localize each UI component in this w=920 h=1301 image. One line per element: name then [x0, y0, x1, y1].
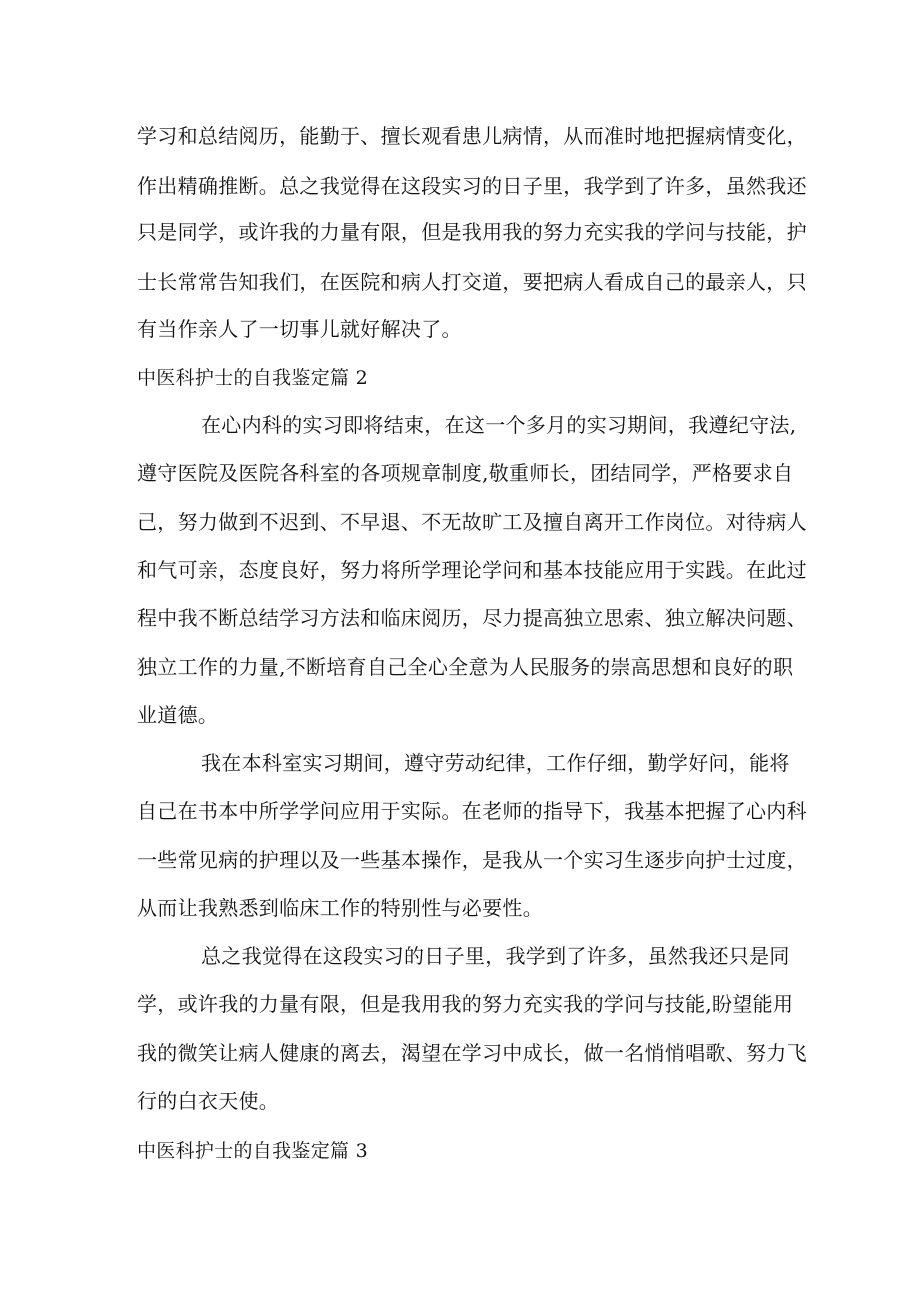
section-heading-2: 中医科护士的自我鉴定篇 2 — [137, 367, 369, 389]
paragraph-2-line: 程中我不断总结学习方法和临床阅历，尽力提高独立思索、独立解决问题、 — [137, 606, 807, 630]
paragraph-2-line: 在心内科的实习即将结束，在这一个多月的实习期间，我遵纪守法, — [201, 413, 797, 437]
paragraph-2-line: 独立工作的力量,不断培育自己全心全意为人民服务的崇高思想和良好的职 — [137, 655, 794, 679]
paragraph-3-line: 从而让我熟悉到临床工作的特别性与必要性。 — [137, 896, 543, 920]
paragraph-3-line: 一些常见病的护理以及一些基本操作，是我从一个实习生逐步向护士过度， — [137, 848, 807, 872]
paragraph-2-line: 己，努力做到不迟到、不早退、不无故旷工及擅自离开工作岗位。对待病人 — [137, 510, 807, 534]
paragraph-4-line: 行的白衣天使。 — [137, 1089, 280, 1113]
paragraph-4-line: 总之我觉得在这段实习的日子里，我学到了许多，虽然我还只是同 — [201, 944, 790, 968]
paragraph-2-line: 和气可亲，态度良好，努力将所学理论学问和基本技能应用于实践。在此过 — [137, 558, 807, 582]
paragraph-1-line: 有当作亲人了一切事儿就好解决了。 — [137, 317, 462, 341]
paragraph-1-line: 只是同学，或许我的力量有限，但是我用我的努力充实我的学问与技能，护 — [137, 220, 807, 244]
paragraph-4-line: 我的微笑让病人健康的离去，渴望在学习中成长，做一名悄悄唱歌、努力飞 — [137, 1041, 807, 1065]
paragraph-2-line: 业道德。 — [137, 703, 219, 727]
paragraph-3-line: 我在本科室实习期间，遵守劳动纪律，工作仔细，勤学好问，能将 — [201, 751, 790, 775]
section-heading-3: 中医科护士的自我鉴定篇 3 — [137, 1140, 369, 1162]
paragraph-1-line: 士长常常告知我们，在医院和病人打交道，要把病人看成自己的最亲人，只 — [137, 270, 807, 294]
paragraph-1-line: 学习和总结阅历，能勤于、擅长观看患儿病情，从而准时地把握病情变化， — [137, 124, 807, 148]
paragraph-4-line: 学，或许我的力量有限，但是我用我的努力充实我的学问与技能,盼望能用 — [137, 992, 794, 1016]
paragraph-3-line: 自己在书本中所学学问应用于实际。在老师的指导下，我基本把握了心内科 — [137, 799, 807, 823]
paragraph-1-line: 作出精确推断。总之我觉得在这段实习的日子里，我学到了许多，虽然我还 — [137, 174, 807, 198]
paragraph-2-line: 遵守医院及医院各科室的各项规章制度,敬重师长，团结同学，严格要求自 — [137, 461, 794, 485]
